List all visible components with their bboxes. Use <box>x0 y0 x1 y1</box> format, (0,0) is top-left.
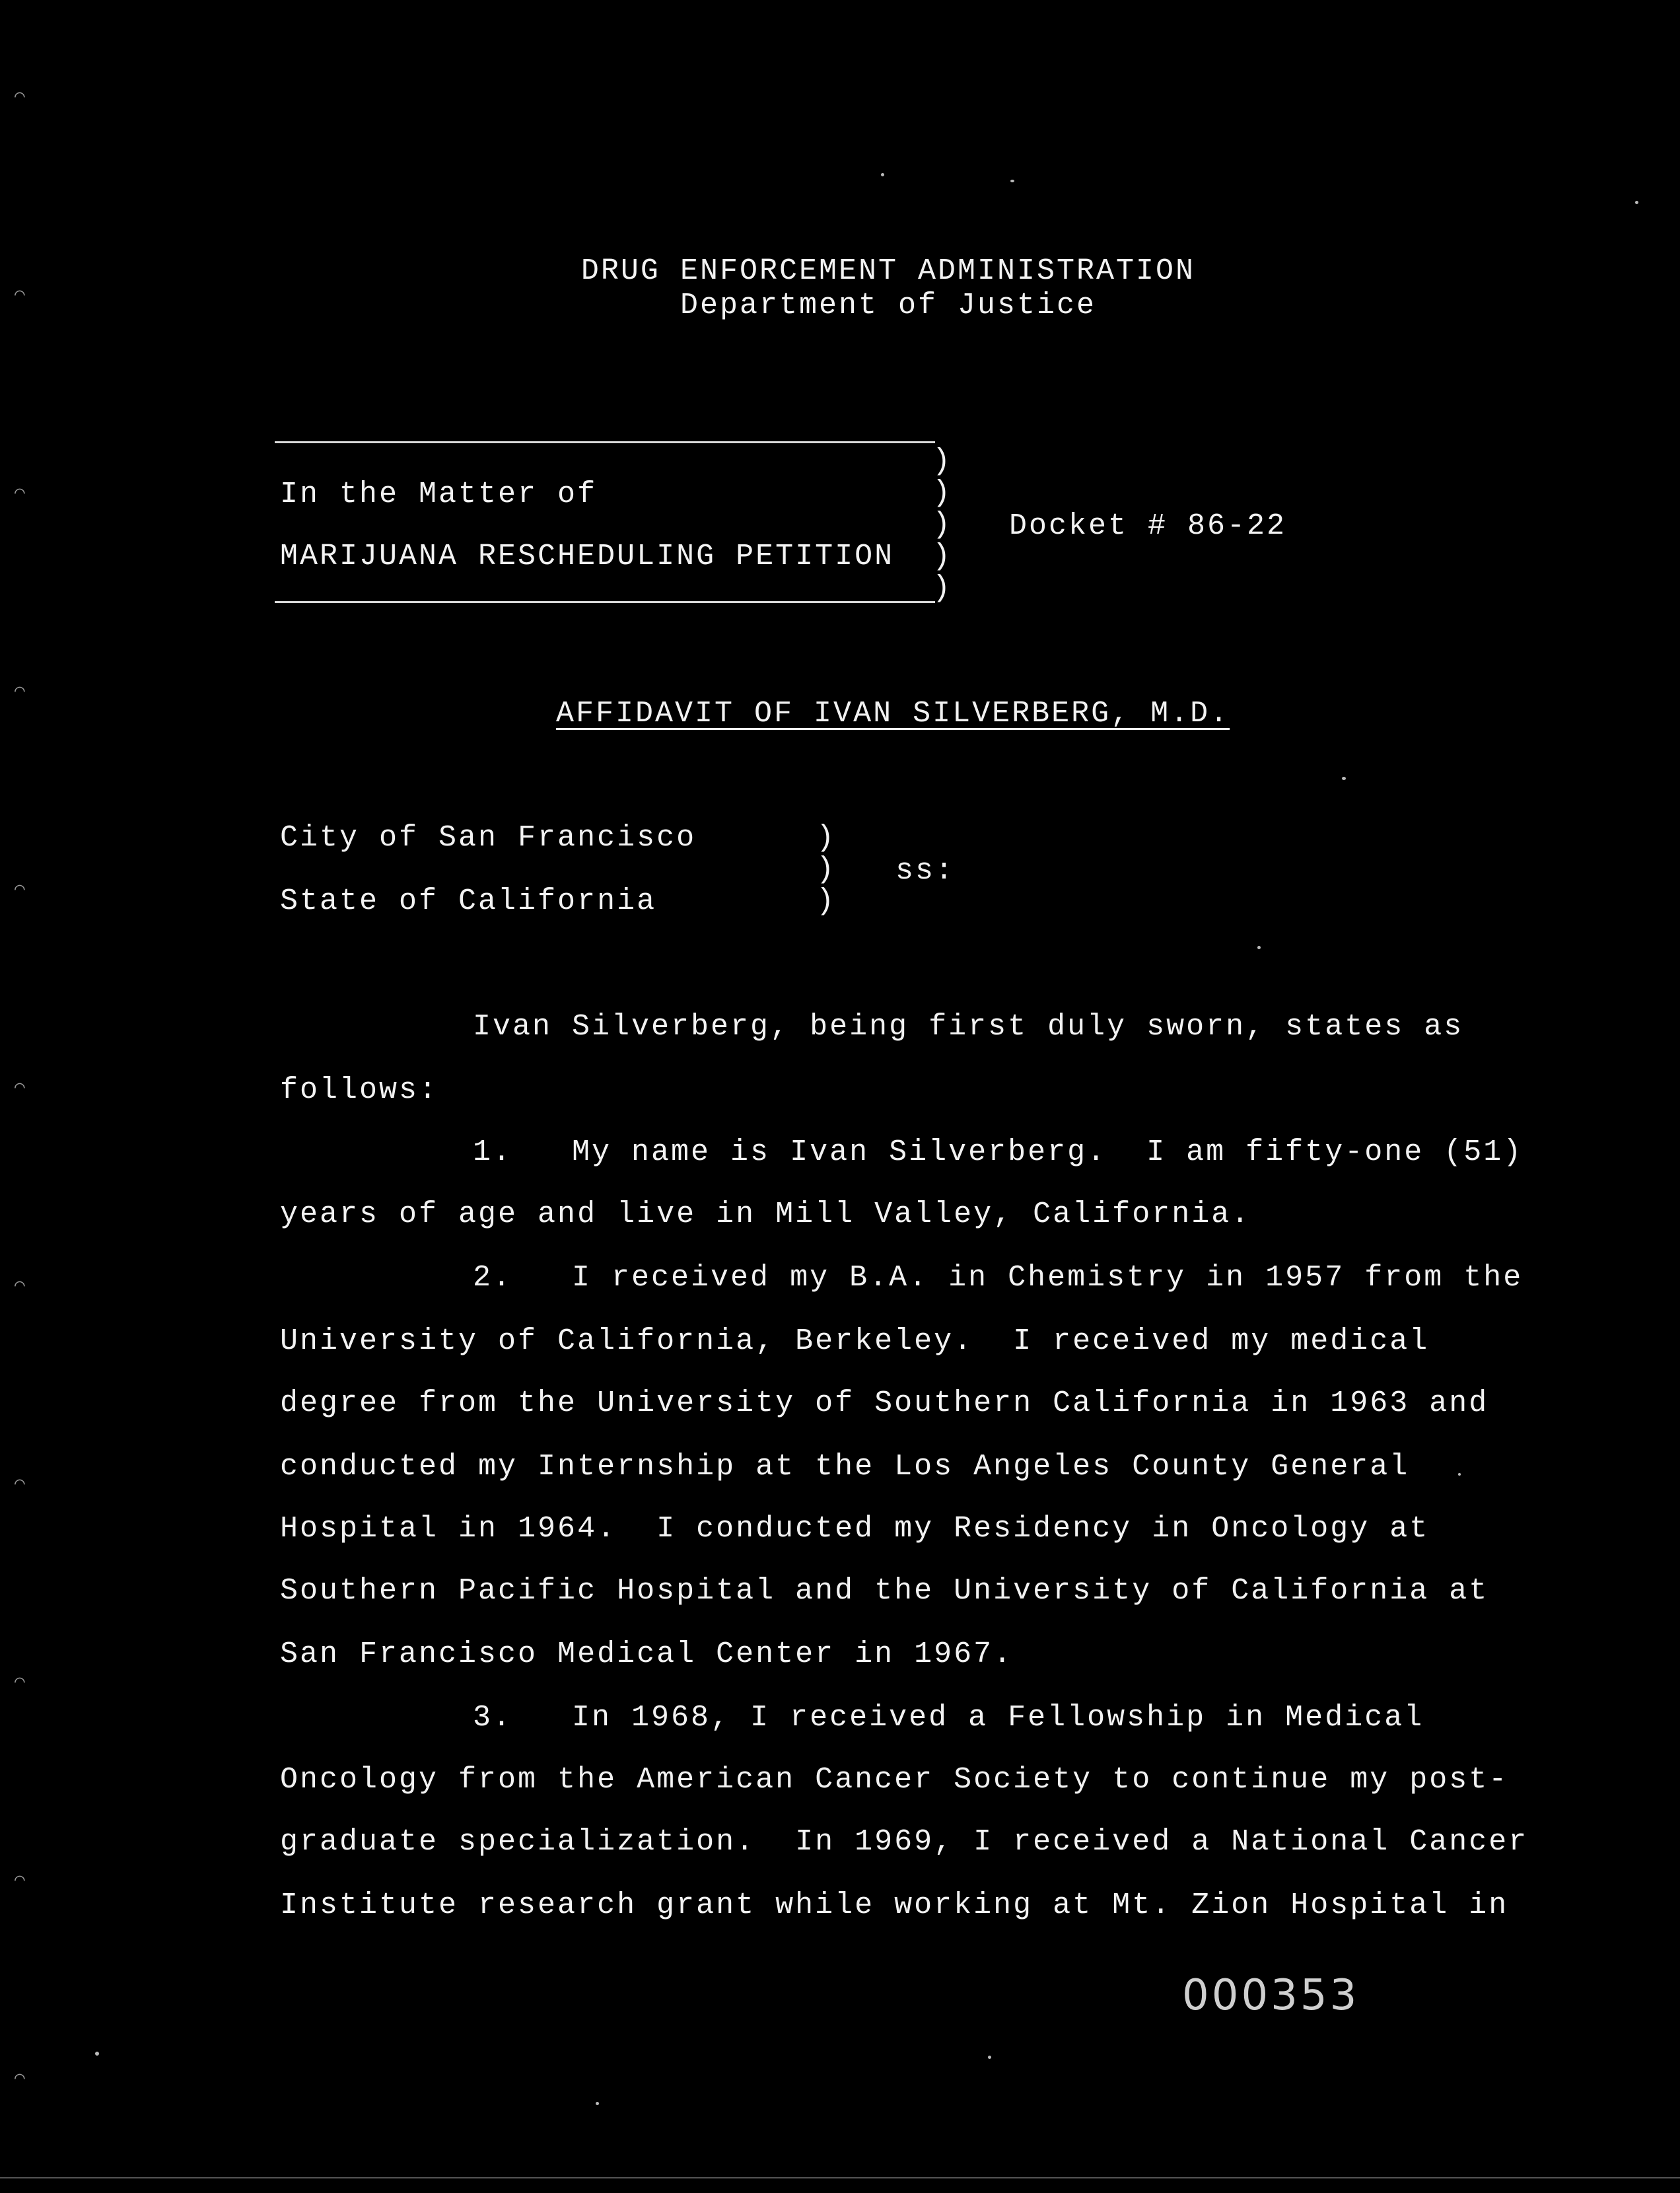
caption-paren-5: ) <box>932 571 951 605</box>
caption-paren-3: ) <box>932 508 951 542</box>
scan-speck <box>1635 201 1638 204</box>
body-line-4: years of age and live in Mill Valley, California. <box>280 1198 1251 1231</box>
scan-margin-mark: ⌒ <box>15 87 25 106</box>
body-line-2: follows: <box>280 1073 439 1107</box>
caption-top-rule <box>275 441 935 443</box>
scan-margin-mark: ⌒ <box>15 285 25 305</box>
scan-margin-mark: ⌒ <box>15 879 25 899</box>
body-line-12: 3. In 1968, I received a Fellowship in Medical <box>473 1701 1424 1735</box>
scan-margin-mark: ⌒ <box>15 1077 25 1097</box>
venue-paren-3: ) <box>816 884 835 918</box>
body-line-3: 1. My name is Ivan Silverberg. I am fifty-one (51) <box>473 1135 1523 1169</box>
scan-speck <box>1010 180 1014 182</box>
scan-speck <box>596 2102 599 2105</box>
caption-paren-2: ) <box>932 476 951 510</box>
body-line-15: Institute research grant while working at Mt. Zion Hospital in <box>280 1888 1509 1922</box>
body-line-10: Southern Pacific Hospital and the University of California at <box>280 1574 1489 1608</box>
matter-line-1: In the Matter of <box>280 478 598 511</box>
venue-city: City of San Francisco <box>280 821 697 855</box>
venue-state: State of California <box>280 884 657 918</box>
affidavit-title: AFFIDAVIT OF IVAN SILVERBERG, M.D. <box>556 697 1230 731</box>
body-line-7: degree from the University of Southern California in 1963 and <box>280 1386 1489 1420</box>
venue-ss: ss: <box>895 854 956 888</box>
scan-margin-mark: ⌒ <box>15 483 25 503</box>
body-line-6: University of California, Berkeley. I received my medical <box>280 1324 1430 1358</box>
scan-margin-mark: ⌒ <box>15 2068 25 2088</box>
department-heading: Department of Justice <box>680 289 1097 322</box>
caption-bottom-rule <box>275 601 935 603</box>
body-line-14: graduate specialization. In 1969, I received a National Cancer <box>280 1825 1529 1859</box>
page-bates-stamp: 000353 <box>1182 1971 1360 2020</box>
scan-speck <box>881 173 884 176</box>
venue-paren-2: ) <box>816 853 835 886</box>
scan-margin-mark: ⌒ <box>15 1276 25 1295</box>
docket-number: Docket # 86-22 <box>1009 509 1287 543</box>
scan-margin-mark: ⌒ <box>15 1474 25 1493</box>
scan-speck <box>1342 777 1346 780</box>
scan-speck <box>1257 946 1261 949</box>
caption-paren-4: ) <box>932 540 951 573</box>
scan-bottom-edge <box>0 2177 1680 2178</box>
venue-paren-1: ) <box>816 821 835 855</box>
body-line-9: Hospital in 1964. I conducted my Residency in Oncology at <box>280 1512 1430 1546</box>
caption-paren-1: ) <box>932 445 951 478</box>
scan-margin-mark: ⌒ <box>15 681 25 701</box>
body-line-13: Oncology from the American Cancer Society to continue my post- <box>280 1763 1509 1797</box>
scan-margin-mark: ⌒ <box>15 1870 25 1890</box>
scan-speck <box>1458 1473 1461 1476</box>
body-line-11: San Francisco Medical Center in 1967. <box>280 1637 1014 1671</box>
matter-line-2: MARIJUANA RESCHEDULING PETITION <box>280 540 895 573</box>
scan-speck <box>988 2056 991 2059</box>
scan-speck <box>95 2052 99 2056</box>
scan-margin-mark: ⌒ <box>15 1672 25 1692</box>
body-line-8: conducted my Internship at the Los Angeles County General <box>280 1450 1410 1484</box>
body-line-1: Ivan Silverberg, being first duly sworn, states as <box>473 1010 1464 1044</box>
body-line-5: 2. I received my B.A. in Chemistry in 1957 from the <box>473 1261 1523 1295</box>
agency-heading: DRUG ENFORCEMENT ADMINISTRATION <box>580 254 1196 288</box>
